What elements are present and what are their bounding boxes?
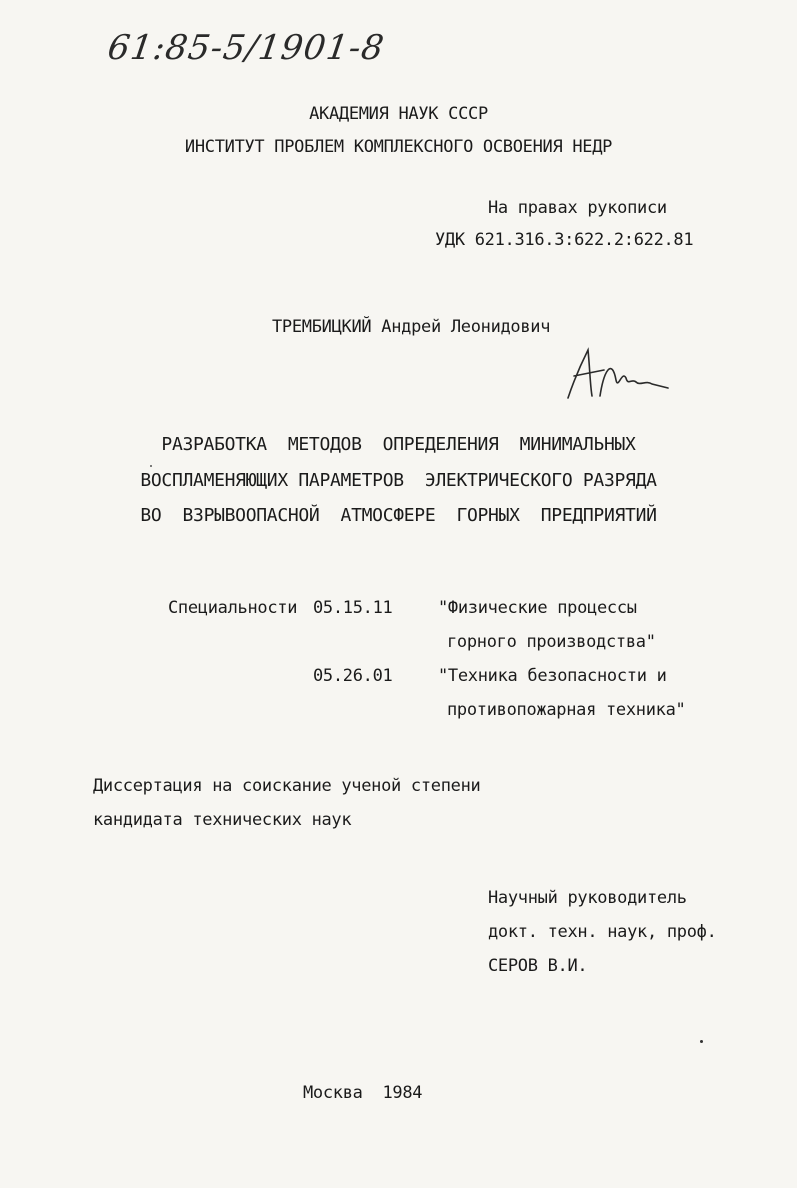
city-year: Москва 1984 [303,1083,423,1103]
udk-code: УДК 621.316.3:622.2:622.81 [435,230,694,250]
specialty-name-2-line-1: "Техника безопасности и [438,666,667,686]
specialty-name-1-line-1: "Физические процессы [438,598,637,618]
supervisor-title: докт. техн. наук, проф. [488,922,717,942]
title-line-3: ВО ВЗРЫВООПАСНОЙ АТМОСФЕРЕ ГОРНЫХ ПРЕДПРИЯТИЙ [140,505,657,526]
supervisor-role: Научный руководитель [488,888,687,908]
archive-stamp: 61:85-5/1901-8 [105,28,388,68]
org-line-1: АКАДЕМИЯ НАУК СССР [309,104,488,124]
supervisor-name: СЕРОВ В.И. [488,956,588,976]
specialty-code-2: 05.26.01 [313,666,393,686]
specialty-name-1-line-2: горного производства" [447,632,656,652]
degree-line-1: Диссертация на соискание ученой степени [93,776,481,796]
specialty-code-1: 05.15.11 [313,598,393,618]
title-line-1: РАЗРАБОТКА МЕТОДОВ ОПРЕДЕЛЕНИЯ МИНИМАЛЬНЫХ [161,434,636,455]
specialty-name-2-line-2: противопожарная техника" [447,700,686,720]
degree-line-2: кандидата технических наук [93,810,352,830]
signature-image [560,340,680,410]
manuscript-rights: На правах рукописи [488,198,667,218]
title-line-2: ВОСПЛАМЕНЯЮЩИХ ПАРАМЕТРОВ ЭЛЕКТРИЧЕСКОГО РАЗРЯДА [140,470,657,491]
org-line-2: ИНСТИТУТ ПРОБЛЕМ КОМПЛЕКСНОГО ОСВОЕНИЯ НЕДР [184,137,613,157]
specialties-label: Специальности [168,598,298,618]
speck-mark [150,465,152,467]
author-name: ТРЕМБИЦКИЙ Андрей Леонидович [272,317,551,337]
speck-mark [700,1040,703,1043]
